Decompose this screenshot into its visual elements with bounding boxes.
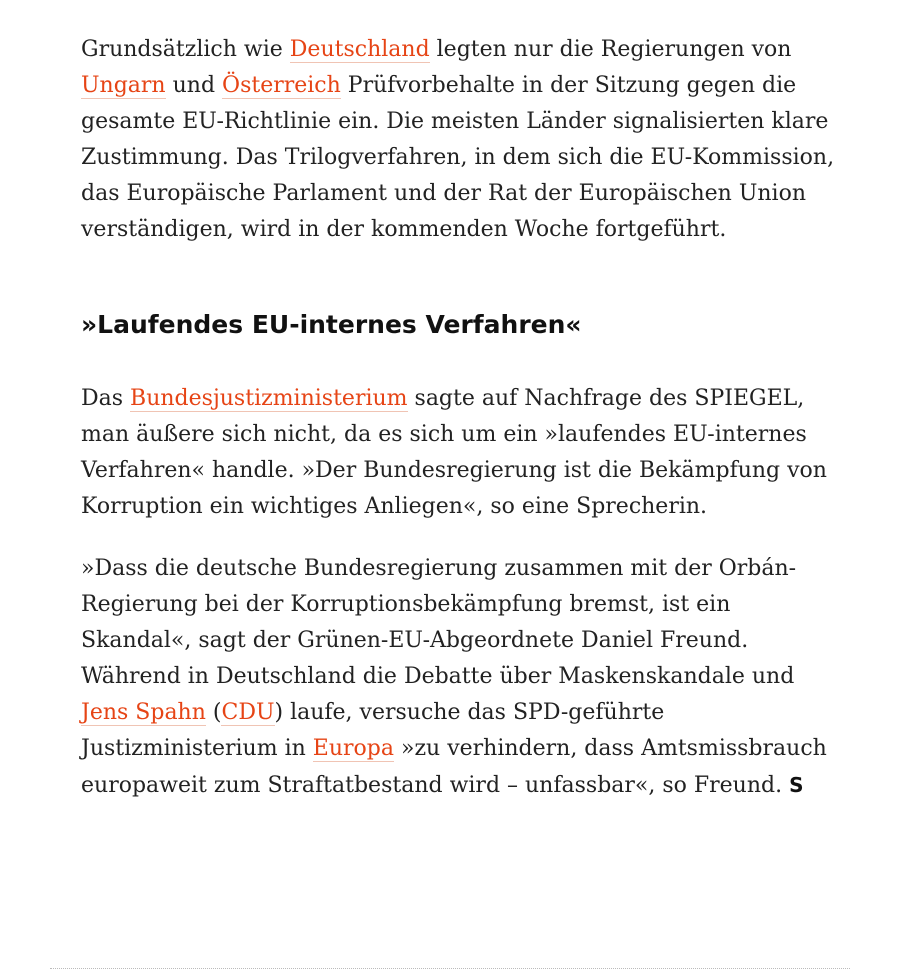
text: und — [165, 73, 223, 98]
text: »zu verhindern, dass Amtsmissbrauch europaweit zum Straftatbestand wird – unfassbar«, so Freund. — [81, 736, 827, 798]
text: Prüfvorbehalte in der Sitzung gegen die gesamte EU-Richtlinie ein. Die meisten Länder signalisierten klare Zustimmung. Das Trilogverfahren, in dem sich die EU-Kommission, das Europäische Parlament und der Rat der Europäischen Union verständigen, wird in der kommenden Woche fortgeführt. — [81, 73, 835, 242]
text: »Dass die deutsche Bundesregierung zusammen mit der Orbán-Regierung bei der Korruptionsbekämpfung bremst, ist ein Skandal«, sagt der Grünen-EU-Abgeordnete Daniel Freund. Während in Deutschland die Debatte über Maskenskandale und — [81, 556, 797, 689]
text: ) laufe, versuche das SPD-geführte Justizministerium in — [81, 700, 665, 761]
paragraph — [81, 381, 841, 525]
link-ungarn[interactable]: Ungarn — [81, 73, 166, 98]
link-cdu[interactable]: CDU — [221, 700, 275, 725]
text: ( — [205, 700, 222, 725]
spiegel-logo-icon: S — [789, 773, 804, 797]
link-oesterreich[interactable]: Österreich — [222, 73, 341, 98]
divider — [50, 968, 850, 969]
link-jens-spahn[interactable]: Jens Spahn — [81, 700, 206, 725]
text: sagte auf Nachfrage des SPIEGEL, man äußere sich nicht, da es sich um ein »laufendes EU-internes Verfahren« handle. »Der Bundesregierung ist die Bekämpfung von Korruption ein wichtiges Anliegen«, so eine Sprecherin. — [81, 386, 827, 519]
text: Grundsätzlich wie — [81, 37, 290, 62]
link-europa[interactable]: Europa — [312, 736, 394, 761]
paragraph — [81, 551, 841, 804]
link-bundesjustizministerium[interactable]: Bundesjustizministerium — [130, 386, 408, 411]
text: legten nur die Regierungen von — [429, 37, 792, 62]
section-heading: »Laufendes EU-internes Verfahren« — [81, 310, 582, 339]
text: Das — [81, 386, 131, 411]
paragraph — [81, 32, 841, 248]
link-deutschland[interactable]: Deutschland — [289, 37, 430, 62]
article-body — [81, 32, 841, 804]
